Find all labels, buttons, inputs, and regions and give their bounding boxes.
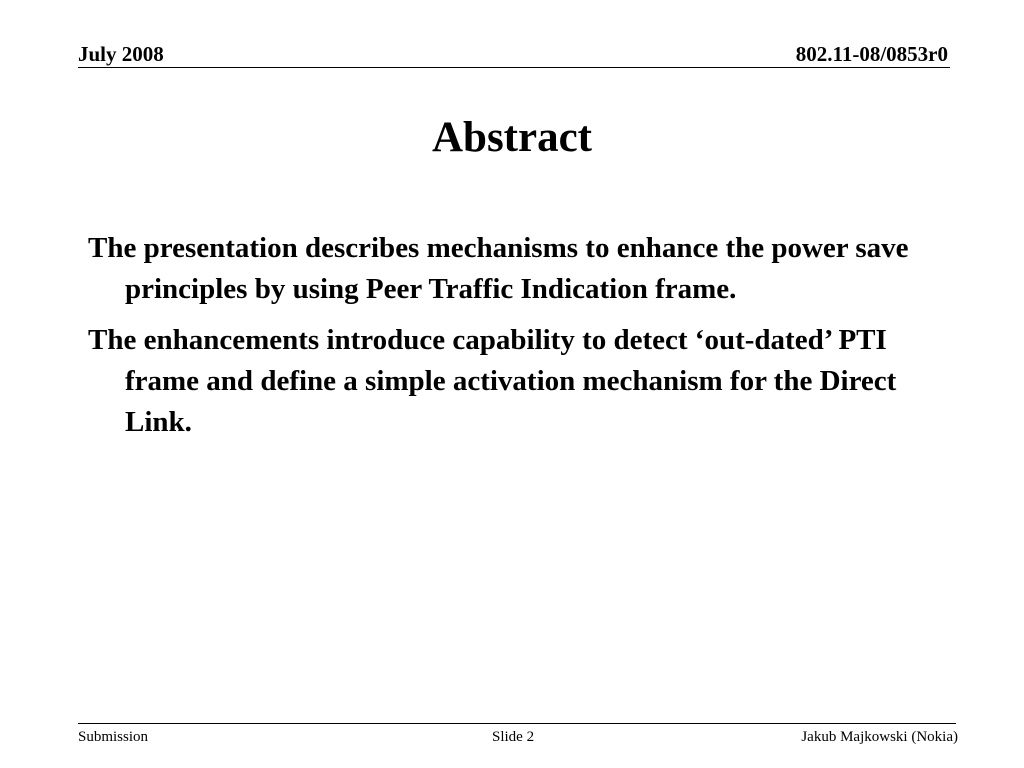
slide-footer bbox=[78, 727, 958, 747]
footer-author: Jakub Majkowski (Nokia) bbox=[801, 729, 958, 745]
slide-title: Abstract bbox=[431, 114, 592, 161]
footer-submission: Submission bbox=[78, 729, 149, 745]
body-paragraph: The enhancements introduce capability to detect ‘out-dated’ PTI frame and define a simple activation mechanism for the Direct Link. bbox=[88, 324, 897, 438]
body-paragraph: The presentation describes mechanisms to enhance the power save principles by using Peer Traffic Indication frame. bbox=[88, 232, 909, 305]
footer-divider bbox=[78, 723, 956, 724]
slide-body bbox=[88, 228, 938, 453]
slide-header bbox=[78, 40, 948, 68]
header-date: July 2008 bbox=[78, 42, 164, 66]
slide-number: Slide 2 bbox=[492, 729, 535, 745]
document-number: 802.11-08/0853r0 bbox=[795, 42, 948, 66]
header-divider bbox=[78, 67, 950, 68]
